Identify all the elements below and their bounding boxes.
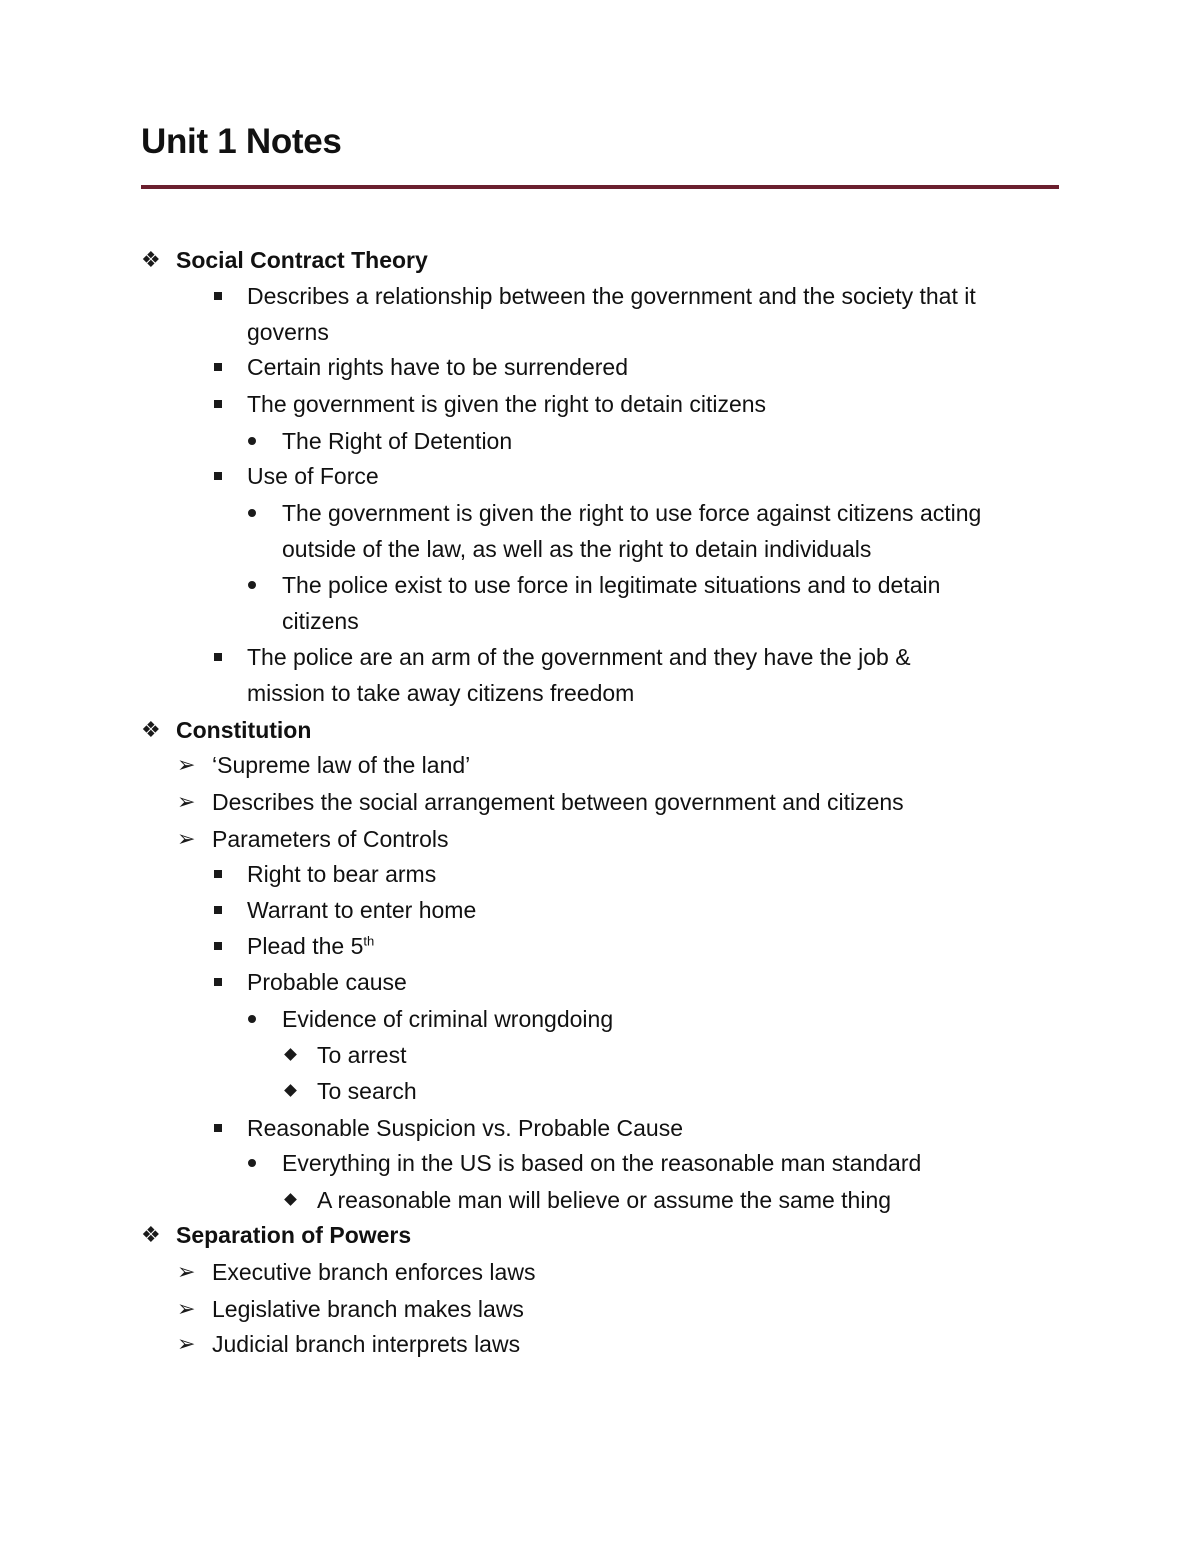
arrow-bullet-icon: ➢ [177,789,196,814]
list-item: ‘Supreme law of the land’ [212,752,471,778]
arrow-bullet-icon: ➢ [177,1296,196,1321]
section-heading-separation-of-powers: Separation of Powers [176,1222,412,1248]
list-item: The government is given the right to detain citizens [247,391,767,417]
list-item: A reasonable man will believe or assume the same thing [317,1187,892,1213]
list-item: Describes a relationship between the government and the society that it [247,283,976,309]
section-heading-constitution: Constitution [176,717,312,743]
list-item: Evidence of criminal wrongdoing [282,1006,614,1032]
dot-bullet-icon [248,437,256,445]
list-item: Warrant to enter home [247,897,477,923]
list-item-text: Plead the 5 [247,933,364,959]
arrow-bullet-icon: ➢ [177,1331,196,1356]
square-bullet-icon [214,906,222,914]
dot-bullet-icon [248,1159,256,1167]
diamond-bullet-icon [284,1193,297,1206]
dot-bullet-icon [248,1015,256,1023]
square-bullet-icon [214,363,222,371]
list-item: The Right of Detention [282,428,513,454]
list-item: Certain rights have to be surrendered [247,354,628,380]
list-item: Executive branch enforces laws [212,1259,536,1285]
square-bullet-icon [214,942,222,950]
square-bullet-icon [214,472,222,480]
list-item: Describes the social arrangement between government and citizens [212,789,904,815]
list-item: Reasonable Suspicion vs. Probable Cause [247,1115,683,1141]
square-bullet-icon [214,978,222,986]
list-item: Everything in the US is based on the reasonable man standard [282,1150,922,1176]
arrow-bullet-icon: ➢ [177,752,196,777]
list-item: Legislative branch makes laws [212,1296,524,1322]
star-bullet-icon: ❖ [141,247,161,272]
list-item [247,931,374,961]
list-item: Judicial branch interprets laws [212,1331,521,1357]
list-item: To arrest [317,1042,407,1068]
list-item: To search [317,1078,417,1104]
list-item-continuation: outside of the law, as well as the right to detain individuals [282,536,872,562]
list-item: Use of Force [247,463,379,489]
diamond-bullet-icon [284,1048,297,1061]
list-item-continuation: citizens [282,608,359,634]
dot-bullet-icon [248,581,256,589]
list-item: The police exist to use force in legitimate situations and to detain [282,572,941,598]
section-heading-social-contract: Social Contract Theory [176,247,428,273]
list-item-continuation: mission to take away citizens freedom [247,680,635,706]
square-bullet-icon [214,400,222,408]
list-item-continuation: governs [247,319,329,345]
square-bullet-icon [214,653,222,661]
square-bullet-icon [214,292,222,300]
diamond-bullet-icon [284,1084,297,1097]
page-title: Unit 1 Notes [141,122,342,161]
star-bullet-icon: ❖ [141,1222,161,1247]
list-item: Right to bear arms [247,861,437,887]
square-bullet-icon [214,870,222,878]
dot-bullet-icon [248,509,256,517]
star-bullet-icon: ❖ [141,717,161,742]
list-item: Probable cause [247,969,407,995]
arrow-bullet-icon: ➢ [177,1259,196,1284]
list-item: Parameters of Controls [212,826,449,852]
title-divider [141,185,1059,189]
superscript: th [363,933,375,949]
arrow-bullet-icon: ➢ [177,826,196,851]
list-item: The police are an arm of the government and they have the job & [247,644,911,670]
square-bullet-icon [214,1124,222,1132]
list-item: The government is given the right to use force against citizens acting [282,500,982,526]
